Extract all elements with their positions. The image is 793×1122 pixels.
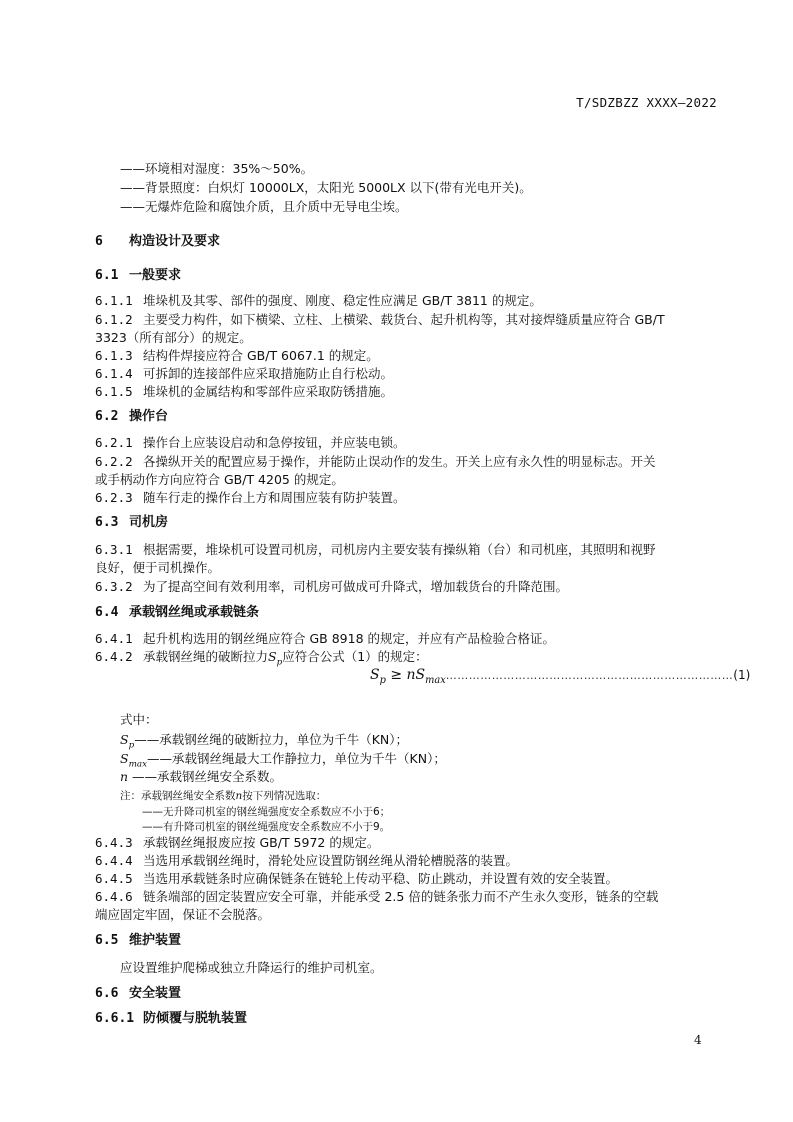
formula-leader-dots: ………………………………………………………………… — [445, 669, 734, 682]
document-header-id: T/SDZBZZ XXXX—2022 — [576, 95, 717, 110]
clause-text: 随车行走的操作台上方和周围应装有防护装置。 — [143, 490, 406, 505]
section-6-3-heading — [95, 514, 168, 532]
where-definition: ——承载钢丝绳最大工作静拉力，单位为千牛（KN）； — [147, 751, 446, 766]
clause-6-2-2 — [95, 453, 656, 471]
formula-rhs-subscript: max — [425, 674, 446, 686]
clause-6-1-2 — [95, 311, 665, 329]
section-title: 安全装置 — [129, 986, 182, 1001]
note-text-tail: 按下列情况选取： — [242, 790, 327, 802]
clause-number: 6.4.5 — [95, 871, 133, 886]
clause-text: 堆垛机及其零、部件的强度、刚度、稳定性应满足 GB/T 3811 的规定。 — [143, 293, 542, 308]
section-6-4-heading — [95, 604, 259, 622]
section-6-6-1-heading — [95, 1010, 247, 1028]
env-item-humidity: ——环境相对湿度：35%～50%。 — [120, 161, 314, 176]
section-title: 承载钢丝绳或承载链条 — [129, 605, 260, 620]
clause-number: 6.4.2 — [95, 649, 133, 664]
clause-number: 6.1.5 — [95, 384, 133, 399]
where-symbol-subscript: p — [128, 740, 135, 751]
section-6-1-heading — [95, 267, 181, 285]
section-number: 6.1 — [95, 268, 119, 283]
clause-6-3-1-continued: 良好，便于司机操作。 — [95, 560, 221, 575]
clause-6-3-2 — [95, 578, 568, 596]
formula-rhs-s: S — [415, 667, 426, 683]
section-title: 维护装置 — [129, 933, 182, 948]
section-6-5-heading — [95, 932, 181, 950]
where-definition: ——承载钢丝绳的破断拉力，单位为千牛（KN）； — [134, 732, 408, 747]
section-number: 6.5 — [95, 933, 119, 948]
clause-number: 6.1.4 — [95, 366, 133, 381]
clause-number: 6.4.6 — [95, 889, 133, 904]
section-6-2-heading — [95, 408, 168, 426]
note-label: 注： — [120, 790, 141, 802]
clause-number: 6.1.2 — [95, 312, 133, 327]
clause-6-4-1 — [95, 630, 555, 648]
clause-6-1-2-continued: 3323（所有部分）的规定。 — [95, 330, 252, 345]
clause-text: 当选用承载链条时应确保链条在链轮上传动平稳、防止跳动，并设置有效的安全装置。 — [143, 871, 619, 886]
env-item-medium: ——无爆炸危险和腐蚀介质，且介质中无导电尘埃。 — [120, 199, 408, 214]
section-number: 6.6.1 — [95, 1011, 135, 1026]
clause-text: 可拆卸的连接部件应采取措施防止自行松动。 — [143, 366, 394, 381]
clause-text: 链条端部的固定装置应安全可靠，并能承受 2.5 倍的链条张力而不产生永久变形，链条的空载 — [143, 889, 659, 904]
clause-number: 6.3.1 — [95, 542, 133, 557]
formula-operator: ≥ — [385, 667, 407, 683]
formula-number: (1) — [733, 668, 751, 682]
clause-text-tail: 应符合公式（1）的规定： — [282, 649, 428, 664]
section-6-6-heading — [95, 985, 181, 1003]
clause-text: 承载钢丝绳的破断拉力 — [143, 649, 269, 664]
section-number: 6.2 — [95, 409, 119, 424]
where-symbol: S — [120, 732, 129, 747]
formula-lhs-subscript: p — [379, 674, 386, 686]
section-title: 防倾覆与脱轨装置 — [143, 1011, 248, 1026]
clause-text: 承载钢丝绳报废应按 GB/T 5972 的规定。 — [143, 835, 380, 850]
clause-text: 主要受力构件，如下横梁、立柱、上横梁、载货台、起升机构等，其对接焊缝质量应符合 GB/T — [143, 312, 665, 327]
where-item-n — [120, 768, 282, 786]
section-number: 6.3 — [95, 515, 119, 530]
clause-6-4-6-continued: 端应固定牢固，保证不会脱落。 — [95, 907, 271, 922]
note-text: 承载钢丝绳安全系数 — [141, 790, 236, 802]
section-number: 6.4 — [95, 605, 119, 620]
clause-6-4-3 — [95, 834, 379, 852]
section-6-heading — [95, 233, 220, 251]
clause-6-2-3 — [95, 489, 406, 507]
note-item: ——无升降司机室的钢丝绳强度安全系数应不小于6； — [142, 806, 391, 818]
section-title: 操作台 — [129, 409, 169, 424]
note-item: ——有升降司机室的钢丝绳强度安全系数应不小于9。 — [142, 821, 391, 833]
clause-6-1-3 — [95, 347, 379, 365]
clause-6-3-1 — [95, 541, 656, 559]
section-title: 一般要求 — [129, 268, 182, 283]
symbol-subscript: p — [276, 657, 283, 668]
section-number: 6.6 — [95, 986, 119, 1001]
clause-6-2-2-continued: 或手柄动作方向应符合 GB/T 4205 的规定。 — [95, 472, 344, 487]
where-symbol: S — [120, 751, 129, 766]
clause-number: 6.1.3 — [95, 348, 133, 363]
symbol-s: S — [268, 649, 277, 664]
clause-6-2-1 — [95, 434, 406, 452]
clause-number: 6.2.3 — [95, 490, 133, 505]
clause-6-4-4 — [95, 852, 518, 870]
clause-number: 6.2.1 — [95, 435, 133, 450]
formula-rhs-n: n — [406, 667, 416, 683]
section-6-5-body: 应设置维护爬梯或独立升降运行的维护司机室。 — [120, 960, 383, 975]
clause-6-1-4 — [95, 365, 393, 383]
clause-text: 堆垛机的金属结构和零部件应采取防锈措施。 — [143, 384, 394, 399]
clause-text: 当选用承载钢丝绳时，滑轮处应设置防钢丝绳从滑轮槽脱落的装置。 — [143, 853, 519, 868]
note-symbol: n — [235, 790, 243, 802]
env-item-illumination: ——背景照度：白炽灯 10000LX，太阳光 5000LX 以下(带有光电开关)。 — [120, 180, 532, 195]
where-symbol-subscript: max — [128, 759, 148, 770]
section-title: 构造设计及要求 — [129, 234, 221, 249]
clause-6-4-6 — [95, 888, 658, 906]
clause-text: 为了提高空间有效利用率，司机房可做成可升降式，增加载货台的升降范围。 — [143, 579, 569, 594]
clause-6-1-1 — [95, 292, 542, 310]
clause-number: 6.2.2 — [95, 454, 133, 469]
clause-text: 起升机构选用的钢丝绳应符合 GB 8918 的规定，并应有产品检验合格证。 — [143, 631, 555, 646]
clause-text: 各操纵开关的配置应易于操作，并能防止误动作的发生。开关上应有永久性的明显标志。开关 — [143, 454, 656, 469]
clause-number: 6.4.4 — [95, 853, 133, 868]
clause-number: 6.4.1 — [95, 631, 133, 646]
clause-text: 结构件焊接应符合 GB/T 6067.1 的规定。 — [143, 348, 379, 363]
where-definition: ——承载钢丝绳安全系数。 — [128, 769, 283, 784]
clause-number: 6.1.1 — [95, 293, 133, 308]
page-number: 4 — [694, 1033, 702, 1047]
formula-1 — [370, 667, 750, 686]
section-title: 司机房 — [129, 515, 169, 530]
clause-number: 6.3.2 — [95, 579, 133, 594]
clause-6-1-5 — [95, 383, 393, 401]
where-label: 式中： — [120, 712, 158, 727]
clause-number: 6.4.3 — [95, 835, 133, 850]
section-number: 6 — [95, 234, 103, 249]
clause-text: 操作台上应装设启动和急停按钮，并应装电锁。 — [143, 435, 406, 450]
where-symbol: n — [120, 769, 129, 784]
clause-6-4-5 — [95, 870, 618, 888]
clause-text: 根据需要，堆垛机可设置司机房，司机房内主要安装有操纵箱（台）和司机座，其照明和视野 — [143, 542, 656, 557]
formula-lhs: S — [370, 667, 380, 683]
